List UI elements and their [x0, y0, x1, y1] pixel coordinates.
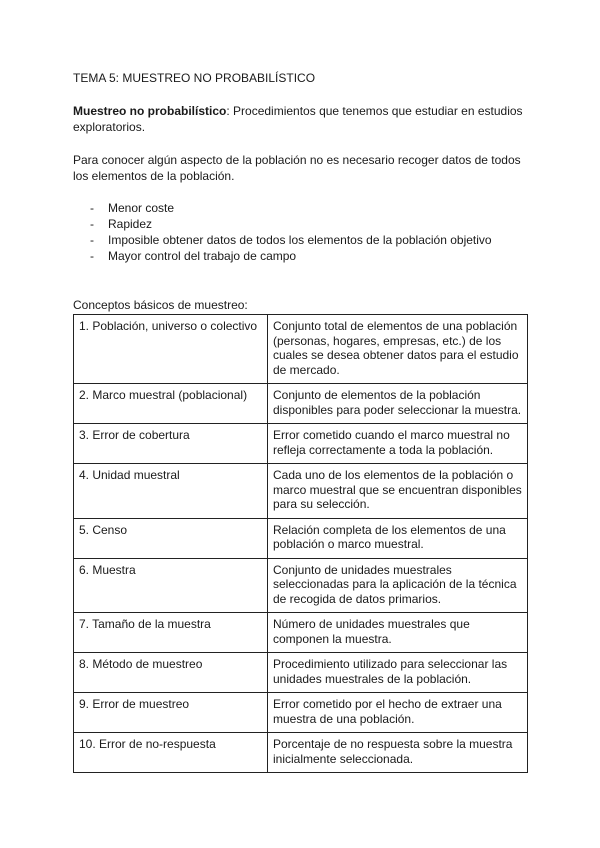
term-cell: 1. Población, universo o colectivo [74, 315, 268, 384]
list-item [73, 248, 527, 264]
definition-text: : Procedimientos que tenemos que estudiar en estudios exploratorios. [73, 104, 523, 134]
table-row [74, 464, 528, 519]
list-item [73, 200, 527, 216]
table-row [74, 558, 528, 613]
dash-icon: - [90, 233, 94, 247]
definition-cell: Conjunto total de elementos de una población (personas, hogares, empresas, etc.) de los cuales se desea obtener datos para el estudio de mercado. [268, 315, 528, 384]
definition-cell: Relación completa de los elementos de una población o marco muestral. [268, 518, 528, 558]
dash-icon: - [90, 249, 94, 263]
table-row [74, 733, 528, 773]
list-item [73, 216, 527, 232]
dash-icon: - [90, 201, 94, 215]
dash-icon: - [90, 217, 94, 231]
term-cell: 9. Error de muestreo [74, 693, 268, 733]
term-cell: 5. Censo [74, 518, 268, 558]
term-cell: 2. Marco muestral (poblacional) [74, 384, 268, 424]
definition-cell: Cada uno de los elementos de la población o marco muestral que se encuentran disponibles para su selección. [268, 464, 528, 519]
definition-cell: Conjunto de elementos de la población disponibles para poder seleccionar la muestra. [268, 384, 528, 424]
concepts-table [73, 314, 528, 773]
table-row [74, 424, 528, 464]
list-item [73, 232, 527, 248]
table-row [74, 518, 528, 558]
table-row [74, 315, 528, 384]
definition-cell: Procedimiento utilizado para seleccionar las unidades muestrales de la población. [268, 653, 528, 693]
term-cell: 7. Tamaño de la muestra [74, 613, 268, 653]
table-row [74, 384, 528, 424]
definition-term: Muestreo no probabilístico [73, 104, 227, 118]
table-row [74, 653, 528, 693]
definition-cell: Error cometido cuando el marco muestral no refleja correctamente a toda la población. [268, 424, 528, 464]
list-item-text: Mayor control del trabajo de campo [108, 249, 297, 263]
intro-paragraph: Para conocer algún aspecto de la población no es necesario recoger datos de todos los elementos de la población. [73, 153, 521, 183]
document-title: TEMA 5: MUESTREO NO PROBABILÍSTICO [73, 71, 316, 85]
bullet-list [73, 200, 527, 264]
document-page [73, 70, 527, 773]
table-row [74, 693, 528, 733]
term-cell: 6. Muestra [74, 558, 268, 613]
table-caption: Conceptos básicos de muestreo: [73, 298, 248, 312]
term-cell: 10. Error de no-respuesta [74, 733, 268, 773]
definition-paragraph [73, 103, 527, 135]
list-item-text: Menor coste [108, 201, 175, 215]
definition-cell: Conjunto de unidades muestrales seleccionadas para la aplicación de la técnica de recogida de datos primarios. [268, 558, 528, 613]
term-cell: 3. Error de cobertura [74, 424, 268, 464]
list-item-text: Rapidez [108, 217, 153, 231]
definition-cell: Porcentaje de no respuesta sobre la muestra inicialmente seleccionada. [268, 733, 528, 773]
definition-cell: Error cometido por el hecho de extraer una muestra de una población. [268, 693, 528, 733]
list-item-text: Imposible obtener datos de todos los elementos de la población objetivo [108, 233, 492, 247]
table-row [74, 613, 528, 653]
term-cell: 4. Unidad muestral [74, 464, 268, 519]
term-cell: 8. Método de muestreo [74, 653, 268, 693]
definition-cell: Número de unidades muestrales que componen la muestra. [268, 613, 528, 653]
